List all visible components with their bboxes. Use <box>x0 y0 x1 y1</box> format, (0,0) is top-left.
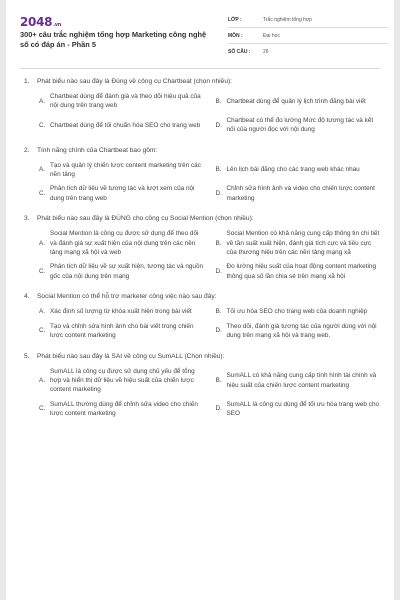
answer-option[interactable] <box>39 161 206 180</box>
question-text <box>20 146 382 156</box>
document-header <box>6 0 394 60</box>
option-text: SumALL là công cụ được sử dụng chủ yếu để tổng hợp và hiển thị dữ liệu về hiệu suất của chiến lược content marketing <box>50 367 195 394</box>
question-number: 1. <box>24 78 30 85</box>
option-letter: B. <box>215 97 222 105</box>
question-stem: Phát biểu nào sau đây là Đúng về công cụ Chartbeat (chọn nhiều): <box>37 78 233 85</box>
question-stem: Phát biểu nào sau đây là ĐÚNG cho công cụ Social Mention (chọn nhiều): <box>37 215 254 223</box>
question-stem: Social Mention có thể hỗ trợ marketer công việc nào sau đây: <box>37 293 217 301</box>
question-item <box>20 214 382 281</box>
option-text: SumALL có khả năng cung cấp tính hình tài chính và hiệu suất của chiến lược content marketing <box>226 372 377 389</box>
option-text: Phân tích dữ liệu về sự xuất hiện, tương tác và nguồn gốc của nội dung trên mạng <box>50 263 204 280</box>
answer-option[interactable] <box>216 184 383 203</box>
answer-option[interactable] <box>216 322 383 341</box>
option-text: Tạo và chỉnh sửa hình ảnh cho bài viết trong chiến lược content marketing <box>50 322 194 340</box>
answer-options <box>20 307 382 340</box>
answer-option[interactable] <box>39 262 206 281</box>
meta-value: 26 <box>263 49 269 55</box>
meta-label: LỚP : <box>228 16 242 23</box>
option-text: Phân tích dữ liệu về tương tác và lượt xem của nội dung trên trang web <box>50 185 195 202</box>
answer-option[interactable] <box>39 116 206 135</box>
option-text: Tạo và quản lý chiến lược content marketing trên các nền tảng <box>50 161 201 179</box>
meta-label: MÔN : <box>228 32 243 39</box>
answer-option[interactable] <box>216 92 383 111</box>
meta-row-subject <box>228 28 388 44</box>
question-item <box>20 77 382 135</box>
page-title: 300+ câu trắc nghiệm tổng hợp Marketing công nghệ số có đáp án - Phần 5 <box>20 30 207 49</box>
meta-label: SỐ CÂU : <box>228 49 251 55</box>
answer-option[interactable] <box>39 229 206 257</box>
answer-option[interactable] <box>39 400 206 419</box>
option-letter: B. <box>215 239 222 247</box>
answer-option[interactable] <box>39 367 206 395</box>
option-text: Chartbeat dùng để đánh giá và theo dõi hiệu quả của nội dung trên trang web <box>50 93 201 110</box>
logo-suffix: .vn <box>53 22 62 28</box>
option-letter: D. <box>215 327 222 335</box>
option-letter: B. <box>215 308 222 316</box>
option-text: SumALL thường dùng để chỉnh sửa video cho chiến lược content marketing <box>50 400 198 418</box>
question-number: 2. <box>24 146 30 154</box>
option-letter: D. <box>215 190 222 198</box>
question-stem: Phát biểu nào sau đây là SAI về công cụ SumALL (Chọn nhiều): <box>37 352 225 360</box>
option-text: Theo dõi, đánh giá tương tác của người dùng với nội dung trên mạng xã hội và trang web. <box>226 322 377 340</box>
meta-value: Trắc nghiệm tổng hợp <box>263 16 312 23</box>
option-letter: A. <box>39 166 46 174</box>
option-text: Social Mention là công cụ được sử dụng để theo dõi và đánh giá sự xuất hiện của nội dung trên các nền tảng mạng xã hội và web <box>50 230 199 257</box>
option-letter: C. <box>39 190 46 198</box>
option-letter: B. <box>215 376 222 384</box>
meta-row-class <box>228 12 388 28</box>
option-text: Xác định số lượng từ khóa xuất hiện trong bài viết <box>50 308 192 316</box>
question-text <box>20 352 382 362</box>
option-letter: C. <box>39 268 46 276</box>
option-text: Chartbeat dùng để tối chuẩn hóa SEO cho trang web <box>50 121 201 129</box>
header-divider <box>20 68 380 69</box>
answer-options <box>20 367 382 419</box>
option-text: Lên lịch bài đăng cho các trang web khác nhau <box>226 166 360 174</box>
meta-value: Đại học <box>263 32 280 39</box>
option-text: Chartbeat có thể đo lường Mức độ tương tác và kết nối của người đọc với nội dung <box>226 116 374 134</box>
option-text: Chartbeat dùng để quản lý lịch trình đăng bài viết <box>226 97 366 105</box>
answer-option[interactable] <box>39 322 206 341</box>
option-letter: D. <box>215 405 222 413</box>
answer-option[interactable] <box>216 307 383 316</box>
option-letter: D. <box>215 268 222 276</box>
answer-option[interactable] <box>216 116 383 135</box>
answer-option[interactable] <box>216 161 383 180</box>
answer-option[interactable] <box>39 92 206 111</box>
option-text: Social Mention có khả năng cung cấp thông tin chi tiết về tần suất xuất hiện, đánh giá tích cực và tiêu cực của thương hiệu trên các nền tảng mạng xã <box>226 230 380 257</box>
option-text: Chỉnh sửa hình ảnh và video cho chiến lược content marketing <box>226 185 375 202</box>
question-list <box>20 77 382 430</box>
question-number: 5. <box>24 352 30 360</box>
option-letter: B. <box>215 166 222 174</box>
option-text: SumALL là công cụ dùng để tối ưu hóa trang web cho SEO <box>226 400 380 418</box>
answer-option[interactable] <box>216 367 383 395</box>
document-meta-table <box>228 12 388 60</box>
option-letter: C. <box>39 327 46 335</box>
option-text: Tối ưu hóa SEO cho trang web của doanh nghiệp <box>226 308 368 316</box>
site-logo[interactable] <box>20 15 61 29</box>
question-item <box>20 292 382 340</box>
question-text <box>20 77 382 87</box>
question-text <box>20 292 382 302</box>
option-letter: D. <box>215 121 222 129</box>
option-letter: A. <box>39 97 46 105</box>
question-stem: Tính năng chính của Chartbeat bao gồm: <box>37 146 158 154</box>
option-letter: C. <box>39 405 46 413</box>
option-letter: A. <box>39 376 46 384</box>
logo-text: 2048 <box>20 15 53 29</box>
option-text: Đo lường hiệu suất của hoạt động content marketing thông qua số lần chia sẻ trên mạng xã hội <box>226 263 377 280</box>
question-number: 4. <box>24 293 30 301</box>
document-page <box>6 0 394 600</box>
answer-option[interactable] <box>39 307 206 316</box>
answer-option[interactable] <box>39 184 206 203</box>
question-item <box>20 352 382 419</box>
answer-options <box>20 92 382 135</box>
answer-option[interactable] <box>216 262 383 281</box>
option-letter: A. <box>39 308 46 316</box>
question-number: 3. <box>24 215 30 223</box>
answer-options <box>20 161 382 204</box>
option-letter: A. <box>39 239 46 247</box>
option-letter: C. <box>39 121 46 129</box>
answer-option[interactable] <box>216 229 383 257</box>
question-item <box>20 146 382 204</box>
question-text <box>20 214 382 224</box>
answer-option[interactable] <box>216 400 383 419</box>
meta-row-question-count <box>228 44 388 60</box>
answer-options <box>20 229 382 281</box>
